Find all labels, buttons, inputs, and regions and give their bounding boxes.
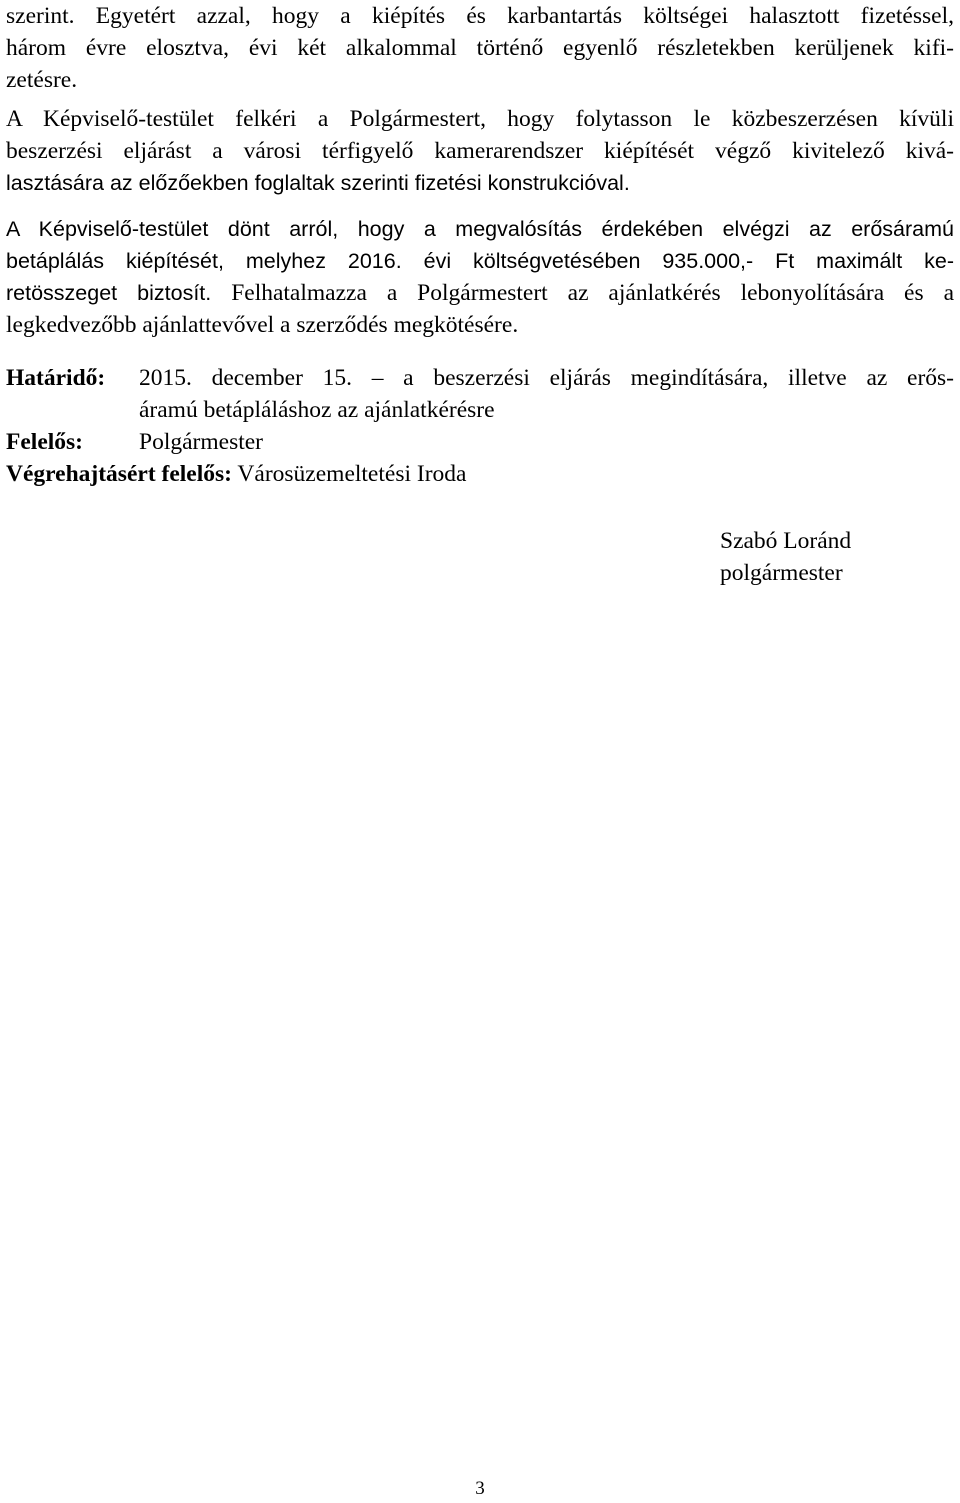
paragraph-line: három évre elosztva, évi két alkalommal történő egyenlő részletekben kerüljenek kifi- <box>6 35 954 61</box>
executor-row <box>6 458 954 490</box>
paragraph-line: betáplálás kiépítését, melyhez 2016. évi költségvetésében 935.000,- Ft maximált ke- <box>6 249 954 273</box>
paragraph-line: szerint. Egyetért azzal, hogy a kiépítés és karbantartás költségei halasztott fizetéssel, <box>6 3 954 29</box>
paragraph-line: zetésre. <box>6 67 78 93</box>
paragraph-line <box>6 277 954 309</box>
paragraph-line: legkedvezőbb ajánlattevővel a szerződés megkötésére. <box>6 312 519 338</box>
paragraph-segment: retösszeget biztosít. <box>6 281 212 305</box>
signature-title: polgármester <box>720 560 843 586</box>
paragraph-payment-terms <box>6 0 954 96</box>
signature-block <box>720 525 851 589</box>
responsible-label: Felelős: <box>6 429 83 455</box>
deadline-text <box>139 362 954 426</box>
responsible-value: Polgármester <box>139 429 263 455</box>
signature-name: Szabó Loránd <box>720 528 852 554</box>
paragraph-procurement <box>6 103 954 199</box>
responsible-row <box>6 426 954 458</box>
paragraph-segment: Felhatalmazza a Polgármestert az ajánlatkérés lebonyolítására és a <box>211 280 954 306</box>
deadline-line: 2015. december 15. – a beszerzési eljárás megindítására, illetve az erős- <box>139 365 954 391</box>
paragraph-line: lasztására az előzőekben foglaltak szerinti fizetési konstrukcióval. <box>6 171 630 195</box>
paragraph-line: beszerzési eljárást a városi térfigyelő kamerarendszer kiépítését végző kivitelező kivá- <box>6 138 954 164</box>
paragraph-power-supply <box>6 213 954 341</box>
executor-line <box>6 458 954 490</box>
paragraph-line: A Képviselő-testület dönt arról, hogy a megvalósítás érdekében elvégzi az erősáramú <box>6 217 954 241</box>
deadline-line: áramú betápláláshoz az ajánlatkérésre <box>139 397 495 423</box>
executor-value: Városüzemeltetési Iroda <box>231 461 467 487</box>
page-number: 3 <box>475 1478 485 1499</box>
deadline-block <box>6 362 954 426</box>
executor-label: Végrehajtásért felelős: <box>6 461 232 487</box>
paragraph-line: A Képviselő-testület felkéri a Polgármestert, hogy folytasson le közbeszerzésen kívüli <box>6 106 954 132</box>
deadline-label: Határidő: <box>6 365 106 391</box>
